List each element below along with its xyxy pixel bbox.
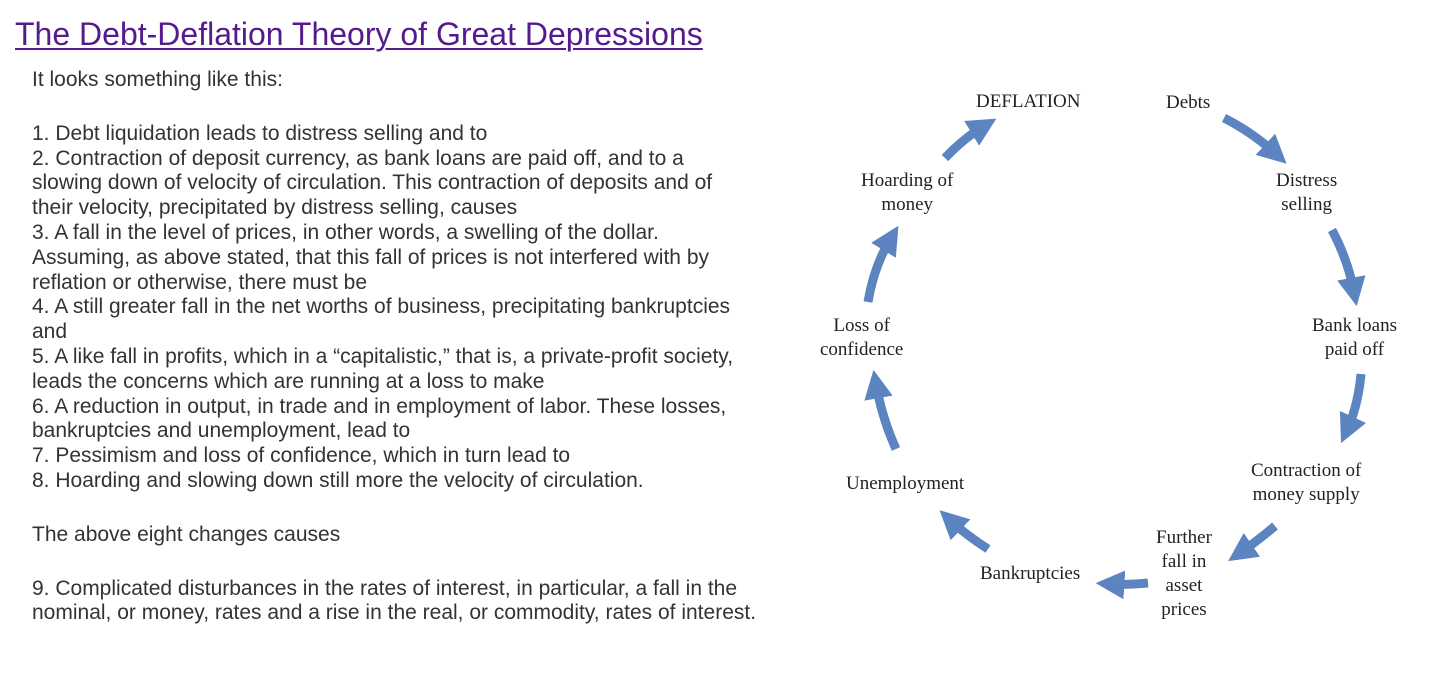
conclusion-line: 9. Complicated disturbances in the rates of interest, in particular, a fall in the bbox=[32, 576, 738, 600]
article-body bbox=[32, 68, 772, 626]
list-line: their velocity, precipitated by distress selling, causes bbox=[32, 196, 518, 220]
node-deflation: DEFLATION bbox=[976, 91, 1081, 112]
list-line: and bbox=[32, 320, 68, 344]
summary-text: The above eight changes causes bbox=[32, 522, 341, 546]
list-line: 8. Hoarding and slowing down still more the velocity of circulation. bbox=[32, 468, 644, 492]
arrow-unemployment-to-loss bbox=[876, 384, 896, 449]
list-line: 3. A fall in the level of prices, in other words, a swelling of the dollar. bbox=[32, 220, 659, 244]
list-line: 1. Debt liquidation leads to distress selling and to bbox=[32, 121, 488, 145]
node-hoarding-of-money: Hoarding of money bbox=[861, 170, 954, 215]
page-title-link[interactable]: The Debt-Deflation Theory of Great Depressions bbox=[15, 16, 703, 52]
node-unemployment: Unemployment bbox=[846, 473, 965, 494]
list-line: bankruptcies and unemployment, lead to bbox=[32, 419, 411, 443]
spacer bbox=[32, 93, 772, 122]
node-loss-of-confidence: Loss of confidence bbox=[820, 315, 904, 360]
intro-text: It looks something like this: bbox=[32, 68, 283, 91]
list-line: 6. A reduction in output, in trade and in employment of labor. These losses, bbox=[32, 394, 727, 418]
spacer bbox=[32, 548, 772, 577]
numbered-list bbox=[32, 122, 772, 494]
list-line: slowing down of velocity of circulation. This contraction of deposits and of bbox=[32, 171, 713, 195]
node-further-fall-asset-prices: Further fall in asset prices bbox=[1156, 527, 1212, 620]
node-distress-selling: Distress selling bbox=[1276, 170, 1338, 215]
arrow-loss-to-hoarding bbox=[868, 238, 891, 302]
node-debts: Debts bbox=[1166, 92, 1211, 113]
arrow-hoarding-to-deflation bbox=[945, 126, 984, 158]
node-contraction-money-supply: Contraction of money supply bbox=[1251, 460, 1362, 505]
list-line: 5. A like fall in profits, which in a “capitalistic,” that is, a private-profit society, bbox=[32, 344, 734, 368]
list-line: reflation or otherwise, there must be bbox=[32, 270, 367, 294]
arrow-distress-to-bankloans bbox=[1332, 230, 1354, 292]
node-bankruptcies: Bankruptcies bbox=[980, 563, 1081, 584]
list-line: Assuming, as above stated, that this fall of prices is not interfered with by bbox=[32, 245, 710, 269]
arrow-bankruptcies-to-unemployment bbox=[950, 520, 988, 549]
arrow-bankloans-to-contraction bbox=[1347, 374, 1361, 430]
arrow-contraction-to-further bbox=[1240, 526, 1275, 553]
list-line: 4. A still greater fall in the net worths of business, precipitating bankruptcies bbox=[32, 295, 731, 319]
list-line: leads the concerns which are running at a loss to make bbox=[32, 369, 545, 393]
list-line: 7. Pessimism and loss of confidence, which in turn lead to bbox=[32, 444, 571, 468]
spacer bbox=[32, 494, 772, 523]
arrow-further-to-bankruptcies bbox=[1110, 583, 1148, 584]
node-bank-loans-paid-off: Bank loans paid off bbox=[1312, 315, 1397, 360]
conclusion-line: nominal, or money, rates and a rise in the real, or commodity, rates of interest. bbox=[32, 601, 757, 625]
arrow-debts-to-distress bbox=[1224, 118, 1276, 154]
list-line: 2. Contraction of deposit currency, as bank loans are paid off, and to a bbox=[32, 146, 684, 170]
debt-deflation-cycle-diagram bbox=[800, 80, 1420, 640]
